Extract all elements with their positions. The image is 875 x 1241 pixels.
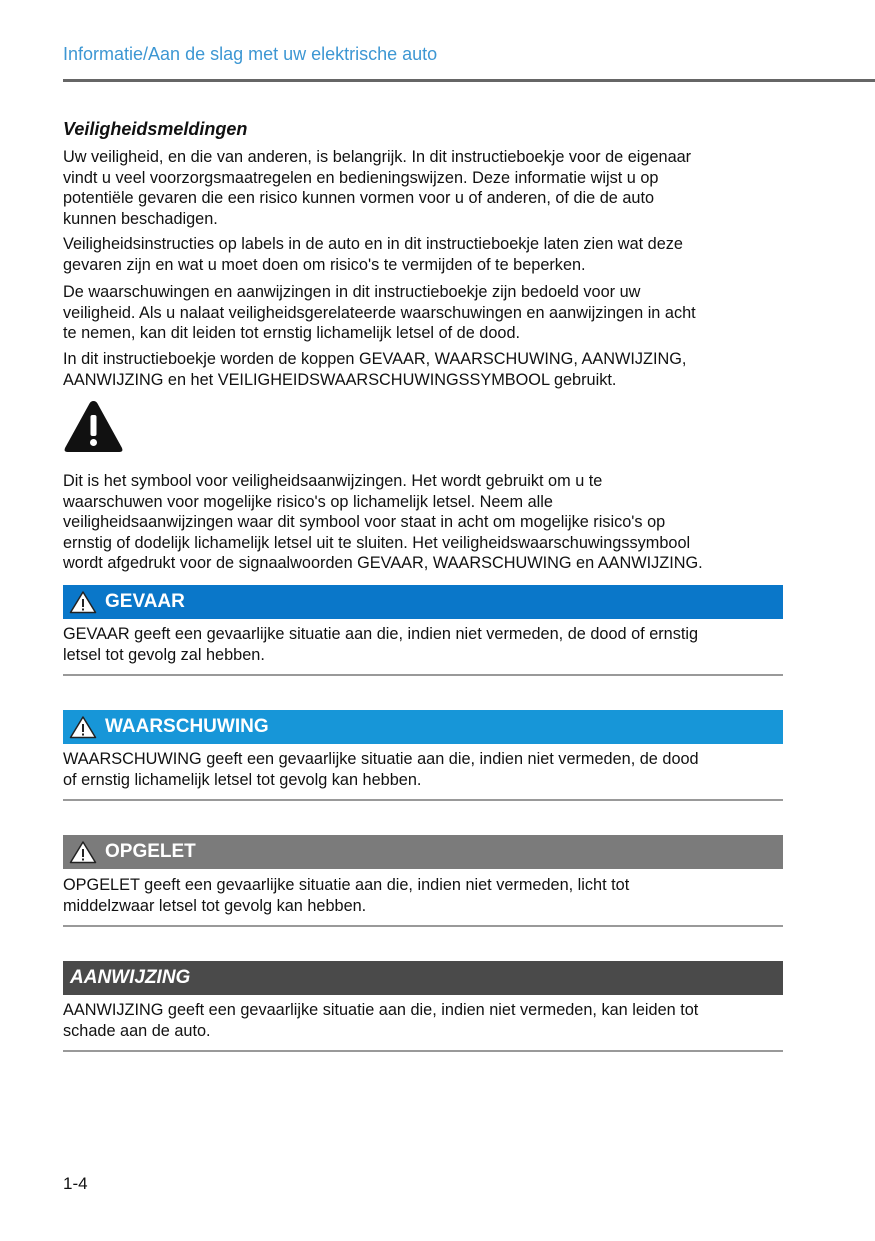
paragraph-4: [63, 349, 803, 390]
line: wordt afgedrukt voor de signaalwoorden GEVAAR, WAARSCHUWING en AANWIJZING.: [63, 554, 703, 572]
section-title: Veiligheidsmeldingen: [63, 119, 248, 139]
line: In dit instructieboekje worden de koppen GEVAAR, WAARSCHUWING, AANWIJZING,: [63, 350, 687, 368]
line: letsel tot gevolg zal hebben.: [63, 645, 265, 664]
notice-label: GEVAAR: [105, 591, 185, 612]
paragraph-3: [63, 282, 803, 344]
notice-opgelet-header: [63, 835, 783, 869]
line: Uw veiligheid, en die van anderen, is belangrijk. In dit instructieboekje voor de eigenaar: [63, 148, 692, 166]
page-number: 1-4: [63, 1174, 88, 1193]
notice-divider: [63, 1050, 783, 1052]
notice-aanwijzing-header: [63, 961, 783, 995]
notice-label: AANWIJZING: [70, 967, 191, 988]
line: vindt u veel voorzorgsmaatregelen en bedieningswijzen. Deze informatie wijst u op: [63, 168, 659, 187]
line: AANWIJZING en het VEILIGHEIDSWAARSCHUWINGSSYMBOOL gebruikt.: [63, 370, 617, 389]
line: De waarschuwingen en aanwijzingen in dit instructieboekje zijn bedoeld voor uw: [63, 283, 641, 301]
notice-gevaar-text: [63, 624, 803, 665]
line: Veiligheidsinstructies op labels in de auto en in dit instructieboekje laten zien wat deze: [63, 235, 683, 253]
line: AANWIJZING geeft een gevaarlijke situatie aan die, indien niet vermeden, kan leiden tot: [63, 1001, 699, 1019]
line: veiligheidsaanwijzingen waar dit symbool voor staat in acht om mogelijke risico's op: [63, 513, 666, 531]
line: Dit is het symbool voor veiligheidsaanwijzingen. Het wordt gebruikt om u te: [63, 472, 603, 490]
notice-divider: [63, 799, 783, 801]
line: waarschuwen voor mogelijke risico's op lichamelijk letsel. Neem alle: [63, 492, 553, 511]
line: veiligheid. Als u nalaat veiligheidsgerelateerde waarschuwingen en aanwijzingen in acht: [63, 303, 696, 322]
line: ernstig of dodelijk lichamelijk letsel uit te sluiten. Het veiligheidswaarschuwingssymbool: [63, 533, 691, 552]
warning-triangle-icon: [69, 715, 97, 739]
notice-opgelet-text: [63, 875, 803, 916]
line: WAARSCHUWING geeft een gevaarlijke situatie aan die, indien niet vermeden, de dood: [63, 750, 699, 768]
paragraph-1: [63, 147, 803, 229]
paragraph-2: [63, 234, 803, 275]
notice-aanwijzing-text: [63, 1000, 803, 1041]
notice-gevaar-header: [63, 585, 783, 619]
line: potentiële gevaren die een risico kunnen vormen voor u of anderen, of die de auto: [63, 189, 655, 207]
line: gevaren zijn en wat u moet doen om risico's te vermijden of te beperken.: [63, 255, 586, 274]
paragraph-5: [63, 471, 803, 574]
warning-triangle-icon: [69, 590, 97, 614]
notice-label: OPGELET: [105, 841, 196, 862]
notice-divider: [63, 925, 783, 927]
notice-waarschuwing-header: [63, 710, 783, 744]
line: middelzwaar letsel tot gevolg kan hebben.: [63, 896, 367, 915]
line: kunnen beschadigen.: [63, 209, 218, 228]
line: GEVAAR geeft een gevaarlijke situatie aan die, indien niet vermeden, de dood of ernstig: [63, 625, 699, 643]
warning-triangle-icon: [69, 840, 97, 864]
line: OPGELET geeft een gevaarlijke situatie aan die, indien niet vermeden, licht tot: [63, 876, 630, 894]
line: schade aan de auto.: [63, 1021, 211, 1040]
header-rule: [63, 79, 875, 82]
notice-label: WAARSCHUWING: [105, 716, 269, 737]
safety-alert-symbol-icon: [63, 399, 124, 454]
running-header: Informatie/Aan de slag met uw elektrische auto: [63, 44, 438, 64]
line: of ernstig lichamelijk letsel tot gevolg kan hebben.: [63, 770, 422, 789]
line: te nemen, kan dit leiden tot ernstig lichamelijk letsel of de dood.: [63, 324, 521, 342]
notice-waarschuwing-text: [63, 749, 803, 790]
notice-divider: [63, 674, 783, 676]
